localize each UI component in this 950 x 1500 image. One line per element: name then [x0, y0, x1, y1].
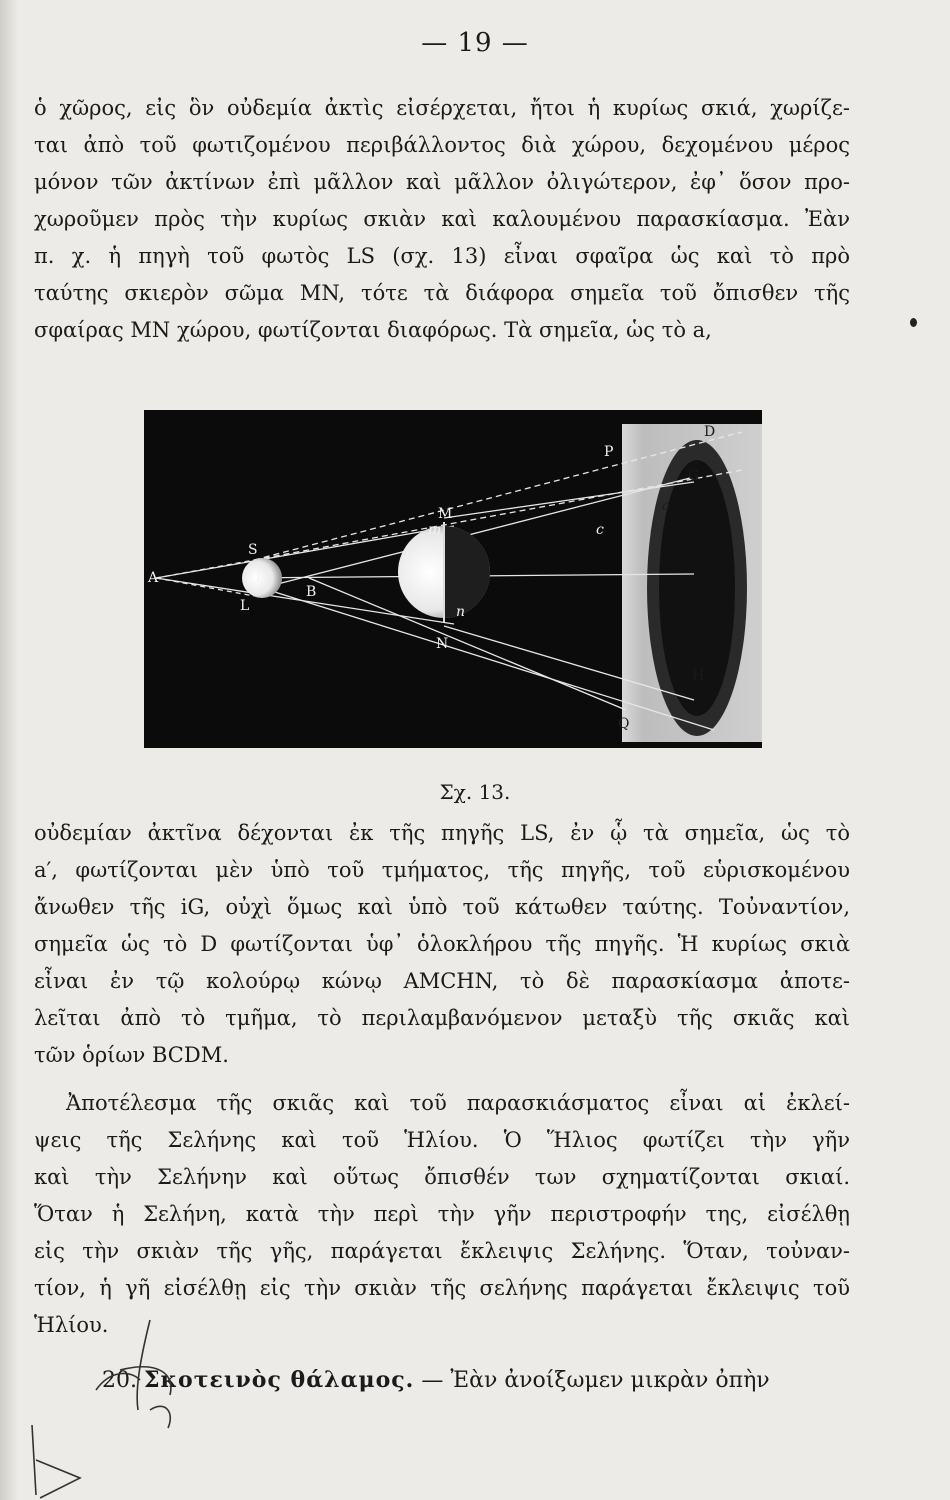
figure-label-A: A — [148, 570, 159, 586]
figure-label-Q: Q — [618, 716, 630, 732]
figure-label-G: G — [688, 468, 700, 484]
para1-line: π. χ. ἡ πηγὴ τοῦ φωτὸς LS (σχ. 13) εἶναι σφαῖρα ὡς καὶ τὸ πρὸ — [34, 244, 850, 268]
ink-speck — [910, 318, 917, 327]
para2-line: ἄνωθεν τῆς iG, οὐχὶ ὅμως καὶ ὑπὸ τοῦ κάτωθεν ταύτης. Τοὐναντίον, — [34, 895, 850, 919]
section-dash: — — [421, 1368, 444, 1393]
para1-line: σφαίρας MN χώρου, φωτίζονται διαφόρως. Τὰ σημεῖα, ὡς τὸ a, — [34, 318, 712, 342]
shadow-diagram-svg — [144, 410, 762, 748]
para2-line: τῶν ὁρίων BCDM. — [34, 1043, 229, 1067]
para2-line: a′, φωτίζονται μὲν ὑπὸ τοῦ τμήματος, τῆς πηγῆς, τοῦ εὑρισκομένου — [34, 858, 850, 882]
figure-label-P: P — [604, 444, 614, 460]
page-gutter-shadow — [0, 0, 18, 1500]
para1-line: χωροῦμεν πρὸς τὴν κυρίως σκιὰν καὶ καλουμένου παρασκίασμα. Ἐὰν — [34, 207, 850, 231]
para1-line: ταύτης σκιερὸν σῶμα MN, τότε τὰ διάφορα σημεῖα τοῦ ὄπισθεν τῆς — [34, 281, 850, 305]
para2-line: λεῖται ἀπὸ τὸ τμῆμα, τὸ περιλαμβανόμενον μεταξὺ τῆς σκιᾶς καὶ — [34, 1006, 850, 1030]
para3-line: Ἡλίου. — [34, 1313, 109, 1337]
paragraph-2 — [34, 815, 850, 1074]
page-number: — 19 — — [421, 28, 529, 58]
figure-label-n: n — [456, 604, 466, 620]
light-source-sphere — [242, 558, 282, 598]
figure-label-H: H — [692, 668, 705, 684]
para3-line: καὶ τὴν Σελήνην καὶ οὕτως ὄπισθέν των σχηματίζονται σκιαί. — [34, 1165, 850, 1189]
para3-line: τίον, ἡ γῆ εἰσέλθῃ εἰς τὴν σκιὰν τῆς σελήνης παράγεται ἔκλειψις τοῦ — [34, 1276, 850, 1300]
figure-label-m: m — [428, 522, 442, 538]
para3-line: εἰς τὴν σκιὰν τῆς γῆς, παράγεται ἔκλειψις Σελήνης. Ὅταν, τοὐναν- — [34, 1239, 850, 1263]
handwritten-pencil-marks — [0, 1300, 200, 1500]
figure-label-N: N — [436, 636, 449, 652]
figure-label-c: c — [596, 522, 604, 538]
figure-label-S: S — [248, 542, 258, 558]
opaque-sphere-dark-half — [444, 526, 490, 618]
para1-line: μόνον τῶν ἀκτίνων ἐπὶ μᾶλλον καὶ μᾶλλον ὀλιγώτερον, ἐφ᾽ ὅσον προ- — [34, 170, 850, 194]
figure-label-B: B — [306, 584, 317, 600]
para3-line: ψεις τῆς Σελήνης καὶ τοῦ Ἡλίου. Ὁ Ἥλιος φωτίζει τὴν γῆν — [34, 1128, 850, 1152]
para3-line: Ἀποτέλεσμα τῆς σκιᾶς καὶ τοῦ παρασκιάσματος εἶναι αἱ ἐκλεί- — [66, 1091, 850, 1115]
section-number: 20. — [102, 1368, 137, 1393]
figure-label-L: L — [240, 598, 250, 614]
section-text: Ἐὰν ἀνοίξωμεν μικρὰν ὀπὴν — [450, 1368, 770, 1393]
para3-line: Ὅταν ἡ Σελήνη, κατὰ τὴν περὶ τὴν γῆν περιστροφήν της, εἰσέλθῃ — [34, 1202, 850, 1226]
para1-line: ται ἀπὸ τοῦ φωτιζομένου περιβάλλοντος διὰ χώρου, δεχομένου μέρος — [34, 133, 850, 157]
para1-line: ὁ χῶρος, εἰς ὃν οὐδεμία ἀκτὶς εἰσέρχεται, ἤτοι ἡ κυρίως σκιά, χωρίζε- — [34, 96, 850, 120]
figure-label-i: i — [256, 570, 261, 586]
para2-line: σημεῖα ὡς τὸ D φωτίζονται ὑφ᾽ ὁλοκλήρου τῆς πηγῆς. Ἡ κυρίως σκιὰ — [34, 932, 850, 956]
para2-line: οὐδεμίαν ἀκτῖνα δέχονται ἐκ τῆς πηγῆς LS, ἐν ᾧ τὰ σημεῖα, ὡς τὸ — [34, 821, 850, 845]
figure-caption: Σχ. 13. — [439, 780, 511, 804]
para2-line: εἶναι ἐν τῷ κολούρῳ κώνῳ AMCHN, τὸ δὲ παρασκίασμα ἀποτε- — [34, 969, 850, 993]
paragraph-1 — [34, 90, 850, 349]
figure-13-shadow-diagram — [144, 410, 762, 748]
figure-label-a: a — [662, 498, 671, 514]
section-title: Σκοτεινὸς θάλαμος. — [144, 1367, 415, 1393]
figure-label-M: M — [438, 506, 453, 522]
figure-label-D: D — [704, 424, 716, 440]
